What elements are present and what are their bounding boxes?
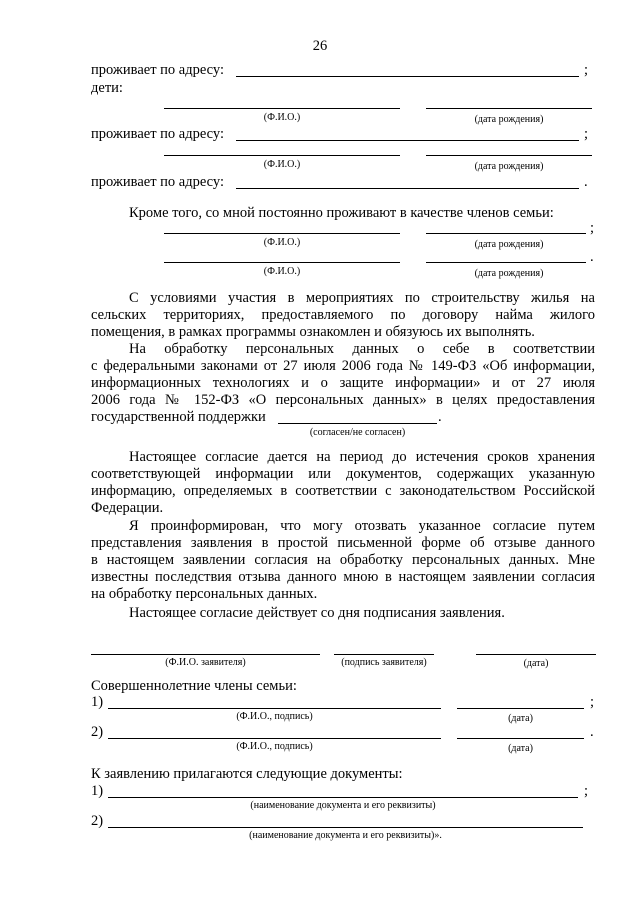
residence-2-field[interactable] <box>236 140 579 141</box>
residence-3-field[interactable] <box>236 188 579 189</box>
period-line-1: Настоящее согласие дается на период до истечения сроков хранения <box>129 449 595 465</box>
adult-member-2-date-caption: (дата) <box>508 743 533 754</box>
residence-1-end: ; <box>584 62 589 78</box>
attachments-heading: К заявлению прилагаются следующие документы: <box>91 766 403 782</box>
applicant-date-caption: (дата) <box>523 658 549 669</box>
adult-member-1-date-field[interactable] <box>457 708 584 709</box>
personal-data-line-4: 2006 года № 152-ФЗ «О персональных данных» в целях предоставления <box>91 392 595 408</box>
family-intro: Кроме того, со мной постоянно проживают в качестве членов семьи: <box>129 205 554 221</box>
attachment-1-caption: (наименование документа и его реквизиты) <box>250 800 436 811</box>
attachment-2-field[interactable] <box>108 827 583 828</box>
residence-2-end: ; <box>584 126 589 142</box>
period-line-2: соответствующей информации или документов, содержащих указанную <box>91 466 595 482</box>
adult-member-1-date-caption: (дата) <box>508 713 533 724</box>
adult-member-1-end: ; <box>590 694 595 710</box>
attachment-2-num: 2) <box>91 813 104 829</box>
family-2-fio-field[interactable] <box>164 262 400 263</box>
personal-data-line-5: государственной поддержки <box>91 409 266 425</box>
child-1-dob-field[interactable] <box>426 108 592 109</box>
agree-caption: (согласен/не согласен) <box>309 427 406 438</box>
adult-member-2-date-field[interactable] <box>457 738 584 739</box>
child-2-fio-caption: (Ф.И.О.) <box>263 159 301 170</box>
revocation-line-3: в настоящем заявлении согласия на обработку персональных данных. Мне <box>91 552 595 568</box>
adult-member-2-num: 2) <box>91 724 104 740</box>
personal-data-line-3: информационных технологиях и о защите информации» и от 27 июля <box>91 375 595 391</box>
attachment-1-end: ; <box>584 783 589 799</box>
family-2-dob-caption: (дата рождения) <box>474 268 544 279</box>
page-number: 26 <box>312 38 328 54</box>
attachment-1-field[interactable] <box>108 797 578 798</box>
adult-member-2-end: . <box>590 724 594 740</box>
child-1-fio-field[interactable] <box>164 108 400 109</box>
applicant-fio-field[interactable] <box>91 654 320 655</box>
agree-field[interactable] <box>278 423 437 424</box>
conditions-line-3: помещения, в рамках программы ознакомлен и обязуюсь их выполнять. <box>91 324 535 340</box>
child-1-dob-caption: (дата рождения) <box>474 114 544 125</box>
attachment-2-caption: (наименование документа и его реквизиты)». <box>249 830 442 841</box>
family-2-end: . <box>590 249 594 265</box>
validity-text: Настоящее согласие действует со дня подписания заявления. <box>129 605 505 621</box>
period-line-3: информацию, определяемых в соответствии с законодательством Российской <box>91 483 595 499</box>
conditions-line-1: С условиями участия в мероприятиях по строительству жилья на <box>129 290 595 306</box>
adult-member-1-num: 1) <box>91 694 104 710</box>
applicant-date-field[interactable] <box>476 654 596 655</box>
family-1-fio-caption: (Ф.И.О.) <box>263 237 301 248</box>
residence-3-label: проживает по адресу: <box>91 174 224 190</box>
residence-1-field[interactable] <box>236 76 579 77</box>
adult-member-1-fio-field[interactable] <box>108 708 441 709</box>
family-1-dob-caption: (дата рождения) <box>474 239 544 250</box>
residence-3-end: . <box>584 174 588 190</box>
children-label: дети: <box>91 80 123 96</box>
adult-member-2-fio-field[interactable] <box>108 738 441 739</box>
agree-end: . <box>438 409 442 425</box>
family-2-dob-field[interactable] <box>426 262 586 263</box>
personal-data-line-1: На обработку персональных данных о себе в соответствии <box>129 341 595 357</box>
family-2-fio-caption: (Ф.И.О.) <box>263 266 301 277</box>
family-1-fio-field[interactable] <box>164 233 400 234</box>
attachment-1-num: 1) <box>91 783 104 799</box>
personal-data-line-2: с федеральными законами от 27 июля 2006 года № 149-ФЗ «Об информации, <box>91 358 595 374</box>
adult-members-heading: Совершеннолетние члены семьи: <box>91 678 297 694</box>
child-2-dob-field[interactable] <box>426 155 592 156</box>
revocation-line-2: представления заявления в простой письменной форме об отзыве данного <box>91 535 595 551</box>
adult-member-2-fio-caption: (Ф.И.О., подпись) <box>236 741 313 752</box>
residence-1-label: проживает по адресу: <box>91 62 224 78</box>
residence-2-label: проживает по адресу: <box>91 126 224 142</box>
child-2-dob-caption: (дата рождения) <box>474 161 544 172</box>
adult-member-1-fio-caption: (Ф.И.О., подпись) <box>236 711 313 722</box>
revocation-line-1: Я проинформирован, что могу отозвать указанное согласие путем <box>129 518 595 534</box>
period-line-4: Федерации. <box>91 500 164 516</box>
conditions-line-2: сельских территориях, предоставляемого по договору найма жилого <box>91 307 595 323</box>
family-1-dob-field[interactable] <box>426 233 586 234</box>
applicant-signature-field[interactable] <box>334 654 434 655</box>
family-1-end: ; <box>590 220 595 236</box>
child-2-fio-field[interactable] <box>164 155 400 156</box>
revocation-line-5: на обработку персональных данных. <box>91 586 318 602</box>
child-1-fio-caption: (Ф.И.О.) <box>263 112 301 123</box>
applicant-fio-caption: (Ф.И.О. заявителя) <box>165 657 246 668</box>
revocation-line-4: известны последствия отзыва данного мною в настоящем заявлении согласия <box>91 569 595 585</box>
applicant-signature-caption: (подпись заявителя) <box>341 657 427 668</box>
